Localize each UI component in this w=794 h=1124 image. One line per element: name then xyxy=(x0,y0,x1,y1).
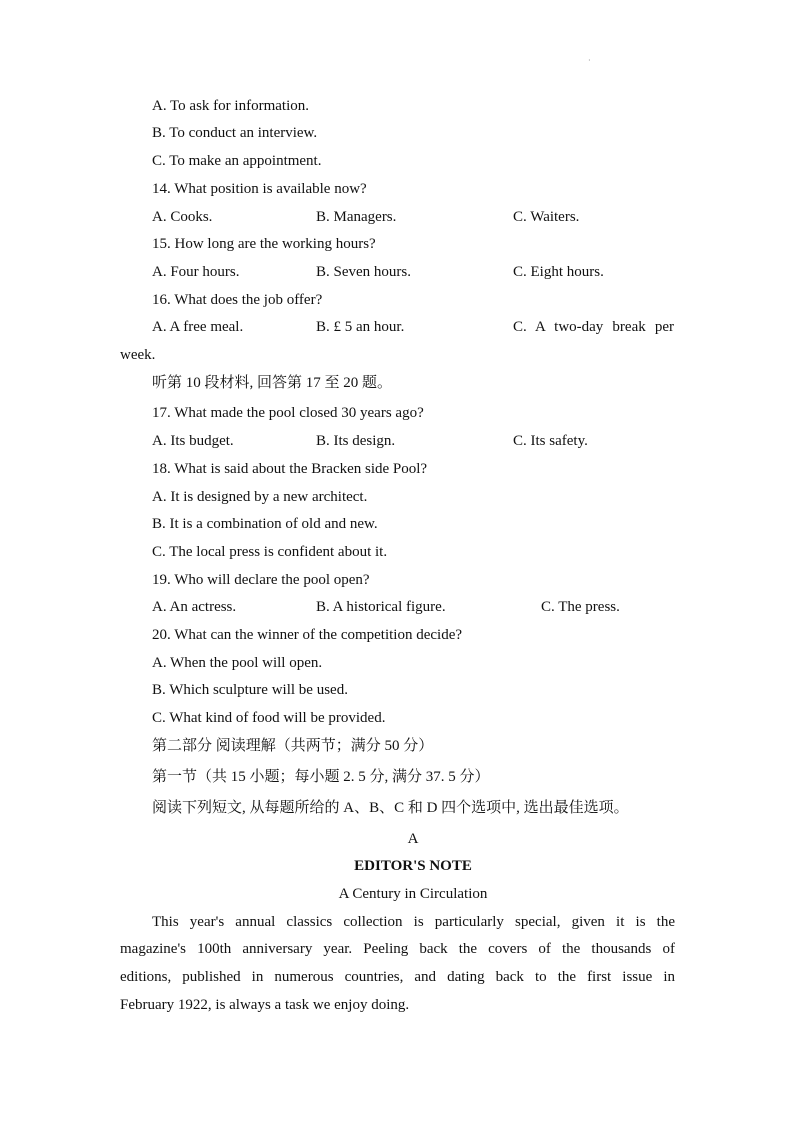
passage-subtitle: A Century in Circulation xyxy=(338,886,488,902)
q18-option-b: B. It is a combination of old and new. xyxy=(152,516,378,532)
q18-option-a: A. It is designed by a new architect. xyxy=(152,489,368,505)
q18-stem: 18. What is said about the Bracken side Pool? xyxy=(152,461,428,477)
q13-option-b: B. To conduct an interview. xyxy=(152,125,318,141)
q14-stem: 14. What position is available now? xyxy=(152,181,367,197)
q16-option-a: A. A free meal. xyxy=(152,319,244,335)
q19-stem: 19. Who will declare the pool open? xyxy=(152,572,370,588)
q13-option-c: C. To make an appointment. xyxy=(152,153,322,169)
corner-mark: · xyxy=(588,56,591,65)
q16-option-b: B. £ 5 an hour. xyxy=(316,319,405,335)
q17-stem: 17. What made the pool closed 30 years ago? xyxy=(152,405,424,421)
q19-option-c: C. The press. xyxy=(541,599,620,615)
q20-option-c: C. What kind of food will be provided. xyxy=(152,710,386,726)
part2-section1-heading: 第一节（共 15 小题；每小题 2. 5 分, 满分 37. 5 分） xyxy=(152,769,490,785)
q20-stem: 20. What can the winner of the competition decide? xyxy=(152,627,463,643)
section-10-instruction: 听第 10 段材料, 回答第 17 至 20 题。 xyxy=(152,375,393,391)
q20-option-a: A. When the pool will open. xyxy=(152,655,323,671)
q13-option-a: A. To ask for information. xyxy=(152,98,309,114)
q16-stem: 16. What does the job offer? xyxy=(152,292,323,308)
q17-option-b: B. Its design. xyxy=(316,433,396,449)
q19-option-a: A. An actress. xyxy=(152,599,237,615)
q15-option-c: C. Eight hours. xyxy=(513,264,604,280)
passage-line-1: This year's annual classics collection is particularly special, given it is the xyxy=(152,914,675,930)
q20-option-b: B. Which sculpture will be used. xyxy=(152,682,348,698)
passage-line-4: February 1922, is always a task we enjoy doing. xyxy=(120,997,410,1013)
part2-instruction: 阅读下列短文, 从每题所给的 A、B、C 和 D 四个选项中, 选出最佳选项。 xyxy=(152,800,629,816)
passage-title: EDITOR'S NOTE xyxy=(354,858,472,874)
q17-option-a: A. Its budget. xyxy=(152,433,234,449)
q19-option-b: B. A historical figure. xyxy=(316,599,446,615)
q17-option-c: C. Its safety. xyxy=(513,433,588,449)
q15-stem: 15. How long are the working hours? xyxy=(152,236,376,252)
passage-letter: A xyxy=(407,831,419,847)
q15-option-a: A. Four hours. xyxy=(152,264,240,280)
q16-option-c-continued: week. xyxy=(120,347,156,363)
q14-option-c: C. Waiters. xyxy=(513,209,580,225)
q15-option-b: B. Seven hours. xyxy=(316,264,411,280)
passage-line-2: magazine's 100th anniversary year. Peeling back the covers of the thousands of xyxy=(120,941,675,957)
q16-option-c: C. A two-day break per xyxy=(513,319,674,335)
q14-option-b: B. Managers. xyxy=(316,209,397,225)
q14-option-a: A. Cooks. xyxy=(152,209,213,225)
passage-line-3: editions, published in numerous countries, and dating back to the first issue in xyxy=(120,969,675,985)
q18-option-c: C. The local press is confident about it. xyxy=(152,544,388,560)
part2-heading: 第二部分 阅读理解（共两节；满分 50 分） xyxy=(152,738,434,754)
